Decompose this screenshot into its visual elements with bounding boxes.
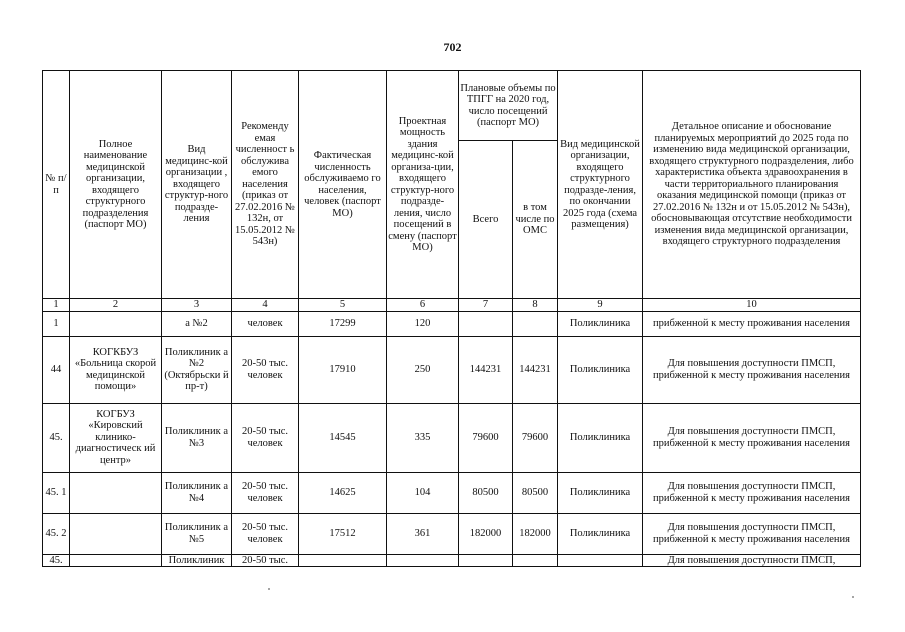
row-number: 45. bbox=[43, 554, 70, 567]
row-number: 1 bbox=[43, 311, 70, 336]
column-number: 8 bbox=[513, 299, 558, 312]
header-organization-name: Полное наименование медицинской организации, входящего структурного подразделения (паспорт МО) bbox=[70, 71, 162, 299]
medical-organizations-table bbox=[42, 70, 861, 567]
header-number: № п/п bbox=[43, 71, 70, 299]
organization-name bbox=[70, 554, 162, 567]
row-number: 45. 1 bbox=[43, 472, 70, 513]
design-capacity: 120 bbox=[387, 311, 459, 336]
column-number: 1 bbox=[43, 299, 70, 312]
planned-oms bbox=[513, 311, 558, 336]
type-2025: Поликлиника bbox=[558, 472, 643, 513]
organization-type: Поликлиник а №2 (Октябрьски й пр-т) bbox=[162, 336, 232, 403]
actual-population: 14625 bbox=[299, 472, 387, 513]
type-2025 bbox=[558, 554, 643, 567]
planned-total bbox=[459, 311, 513, 336]
description: Для повышения доступности ПМСП, bbox=[643, 554, 861, 567]
planned-oms bbox=[513, 554, 558, 567]
column-number: 9 bbox=[558, 299, 643, 312]
table-row bbox=[43, 472, 861, 513]
column-number: 7 bbox=[459, 299, 513, 312]
recommended-population: 20-50 тыс. человек bbox=[232, 336, 299, 403]
actual-population: 17299 bbox=[299, 311, 387, 336]
organization-type: Поликлиник bbox=[162, 554, 232, 567]
design-capacity: 361 bbox=[387, 513, 459, 554]
header-description: Детальное описание и обоснование планируемых мероприятий до 2025 года по изменению вида медицинской организации, входящего структурного подразделения, либо характеристика объекта здравоохранения в части территориального планирования оказания медицинской помощи (приказ от 27.02.2016 № 132н и от 15.05.2012 № 543н), обосновывающая отсутствие необходимости изменения вида медицинской организации, входящего структурного подразделения bbox=[643, 71, 861, 299]
organization-type: Поликлиник а №5 bbox=[162, 513, 232, 554]
column-number: 3 bbox=[162, 299, 232, 312]
description: Для повышения доступности ПМСП, прибженной к месту проживания населения bbox=[643, 336, 861, 403]
description: Для повышения доступности ПМСП, прибженной к месту проживания населения bbox=[643, 472, 861, 513]
table-row bbox=[43, 311, 861, 336]
header-design-capacity: Проектная мощность здания медицинс-кой организа-ции, входящего структур-ного подразде-ления, число посещений в смену (паспорт МО) bbox=[387, 71, 459, 299]
organization-name bbox=[70, 472, 162, 513]
planned-total: 79600 bbox=[459, 403, 513, 472]
description: Для повышения доступности ПМСП, прибженной к месту проживания населения bbox=[643, 403, 861, 472]
organization-name: КОГБУЗ «Кировский клинико-диагностическ ий центр» bbox=[70, 403, 162, 472]
column-number: 5 bbox=[299, 299, 387, 312]
organization-type: Поликлиник а №3 bbox=[162, 403, 232, 472]
organization-type: а №2 bbox=[162, 311, 232, 336]
design-capacity: 250 bbox=[387, 336, 459, 403]
header-type-2025: Вид медицинской организации, входящего структурного подразде-ления, по окончании 2025 года (схема размещения) bbox=[558, 71, 643, 299]
recommended-population: 20-50 тыс. человек bbox=[232, 403, 299, 472]
row-number: 45. bbox=[43, 403, 70, 472]
description: Для повышения доступности ПМСП, прибженной к месту проживания населения bbox=[643, 513, 861, 554]
header-recommended-population: Рекоменду емая численност ь обслужива емого населения (приказ от 27.02.2016 № 132н, от 15.05.2012 № 543н) bbox=[232, 71, 299, 299]
scan-speck bbox=[268, 588, 270, 590]
recommended-population: 20-50 тыс. человек bbox=[232, 472, 299, 513]
actual-population: 17910 bbox=[299, 336, 387, 403]
type-2025: Поликлиника bbox=[558, 336, 643, 403]
table-row bbox=[43, 336, 861, 403]
planned-oms: 79600 bbox=[513, 403, 558, 472]
recommended-population: 20-50 тыс. человек bbox=[232, 513, 299, 554]
type-2025: Поликлиника bbox=[558, 513, 643, 554]
recommended-population: 20-50 тыс. bbox=[232, 554, 299, 567]
design-capacity: 335 bbox=[387, 403, 459, 472]
actual-population bbox=[299, 554, 387, 567]
header-total: Всего bbox=[459, 141, 513, 299]
table-row bbox=[43, 513, 861, 554]
scan-speck bbox=[852, 596, 854, 598]
planned-total: 144231 bbox=[459, 336, 513, 403]
header-oms: в том числе по ОМС bbox=[513, 141, 558, 299]
column-number: 6 bbox=[387, 299, 459, 312]
planned-oms: 80500 bbox=[513, 472, 558, 513]
organization-name bbox=[70, 311, 162, 336]
planned-oms: 144231 bbox=[513, 336, 558, 403]
description: прибженной к месту проживания населения bbox=[643, 311, 861, 336]
column-number: 4 bbox=[232, 299, 299, 312]
organization-type: Поликлиник а №4 bbox=[162, 472, 232, 513]
header-organization-type: Вид медицинс-кой организации , входящего структур-ного подразде-ления bbox=[162, 71, 232, 299]
column-numbers-row bbox=[43, 299, 861, 312]
design-capacity: 104 bbox=[387, 472, 459, 513]
column-number: 2 bbox=[70, 299, 162, 312]
row-number: 44 bbox=[43, 336, 70, 403]
actual-population: 17512 bbox=[299, 513, 387, 554]
row-number: 45. 2 bbox=[43, 513, 70, 554]
header-actual-population: Фактическая численность обслуживаемо го населения, человек (паспорт МО) bbox=[299, 71, 387, 299]
page-number: 702 bbox=[443, 40, 462, 54]
actual-population: 14545 bbox=[299, 403, 387, 472]
column-number: 10 bbox=[643, 299, 861, 312]
planned-total bbox=[459, 554, 513, 567]
design-capacity bbox=[387, 554, 459, 567]
organization-name: КОГКБУЗ «Больница скорой медицинской помощи» bbox=[70, 336, 162, 403]
table-row bbox=[43, 554, 861, 567]
planned-total: 80500 bbox=[459, 472, 513, 513]
planned-oms: 182000 bbox=[513, 513, 558, 554]
table-row bbox=[43, 403, 861, 472]
type-2025: Поликлиника bbox=[558, 311, 643, 336]
recommended-population: человек bbox=[232, 311, 299, 336]
planned-total: 182000 bbox=[459, 513, 513, 554]
organization-name bbox=[70, 513, 162, 554]
type-2025: Поликлиника bbox=[558, 403, 643, 472]
header-planned-volumes: Плановые объемы по ТПГГ на 2020 год, число посещений (паспорт МО) bbox=[459, 71, 558, 141]
